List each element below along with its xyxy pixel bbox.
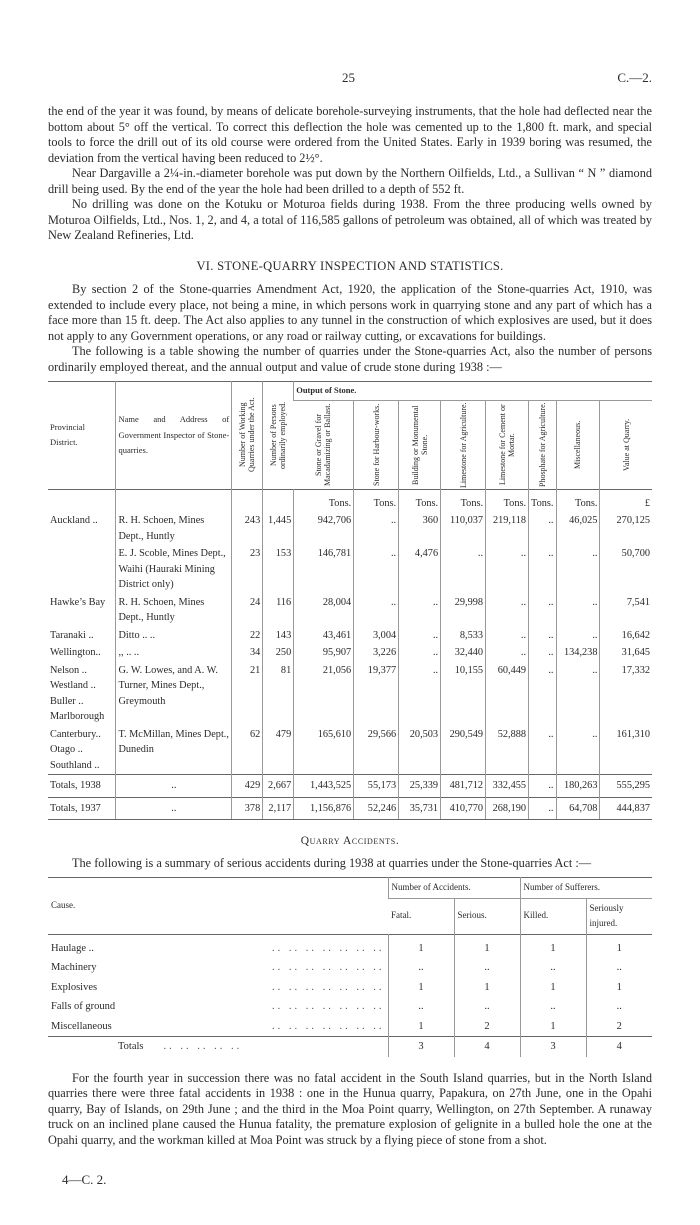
totals-cell [48, 1037, 388, 1057]
value-cell: .. [556, 662, 600, 726]
quarries-cell: 378 [232, 797, 263, 820]
value-cell: 1 [454, 939, 520, 959]
totals-row [48, 1037, 652, 1057]
value-cell: 4,476 [399, 545, 441, 594]
value-cell: .. [354, 594, 399, 627]
value-cell: 2 [454, 1017, 520, 1037]
value-cell: .. [454, 997, 520, 1017]
value-cell: 32,440 [441, 644, 486, 662]
value-cell: 16,642 [600, 627, 652, 645]
paragraph: Near Dargaville a 2¼-in.-diameter borehole was put down by the Northern Oilfields, Ltd., a Sullivan “ N ” diamond drill being used. By the end of the year the hole had been drilled to a depth of 552 ft. [48, 166, 652, 196]
cause-label: Machinery [51, 962, 97, 973]
value-cell: 3,004 [354, 627, 399, 645]
header-sufferers: Number of Sufferers. [520, 878, 652, 899]
value-cell: 290,549 [441, 726, 486, 775]
totals-row [48, 797, 652, 820]
value-cell: 52,246 [354, 797, 399, 820]
value-cell: .. [556, 594, 600, 627]
inspector-cell: Ditto .. .. [116, 627, 232, 645]
value-cell: 360 [399, 512, 441, 545]
value-cell: 180,263 [556, 775, 600, 798]
header-output: Output of Stone. [294, 382, 652, 401]
table-row [48, 978, 652, 998]
header-killed: Killed. [520, 898, 586, 934]
leader-dots: .. .. .. .. .. .. .. [272, 962, 385, 973]
value-cell: 1 [520, 939, 586, 959]
header-quarries: Number of Working Quarries under the Act. [238, 397, 257, 473]
paragraph: By section 2 of the Stone-quarries Amendment Act, 1920, the application of the Stone-quarries Act, 1910, was extended to include every place, not being a mine, in which persons work in quarrying stone and any part of which has a face more than 15 ft. deep. The Act also applies to any tunnel in the construction of which explosives are used, but it does not apply to any Government operations, or any road or railway cutting, or excavations for buildings. [48, 282, 652, 343]
accidents-table-body [48, 934, 652, 1057]
persons-cell: 2,117 [263, 797, 294, 820]
value-cell: 410,770 [441, 797, 486, 820]
subsection-title: Quarry Accidents. [300, 835, 400, 847]
totals-label: Totals [118, 1041, 144, 1052]
value-cell: .. [388, 958, 454, 978]
unit-cell: Tons. [441, 489, 486, 512]
value-cell: 1 [388, 1017, 454, 1037]
header-serious: Serious. [454, 898, 520, 934]
value-cell: .. [529, 726, 556, 775]
accidents-table [48, 877, 652, 1057]
cause-label: Miscellaneous [51, 1020, 112, 1032]
table-row [48, 627, 652, 645]
table-row [48, 594, 652, 627]
value-cell: .. [556, 545, 600, 594]
inspector-cell: T. McMillan, Mines Dept., Dunedin [116, 726, 232, 775]
cause-cell [48, 939, 388, 959]
value-cell: .. [486, 644, 529, 662]
paragraph: For the fourth year in succession there was no fatal accident in the South Island quarries, but in the North Island quarries there were three fatal accidents in 1938 : one in the Hunua quarry, Papakura, on 27th June, one in the Opahi quarry, Bay of Islands, on 29th June ; and the third in the Moa Point quarry, Wellington, on 27th September. A runaway truck on an inclined plane caused the Hunua fatality, the premature explosion of gelignite in a bulled hole the one at the Opahi quarry, and the workman killed at Moa Point was struck by a flying piece of stone from a shot. [48, 1070, 652, 1147]
inspector-cell: ,, .. .. [116, 644, 232, 662]
persons-cell: 250 [263, 644, 294, 662]
value-cell: .. [486, 594, 529, 627]
table-row [48, 939, 652, 959]
header-cause: Cause. [51, 900, 76, 910]
value-cell: 46,025 [556, 512, 600, 545]
cause-label: Haulage .. [51, 942, 94, 954]
unit-cell: Tons. [486, 489, 529, 512]
unit-cell: £ [600, 489, 652, 512]
value-cell: 268,190 [486, 797, 529, 820]
value-cell: 270,125 [600, 512, 652, 545]
cause-cell [48, 997, 388, 1017]
header-col: Phosphate for Agriculture. [537, 402, 547, 487]
cause-cell [48, 958, 388, 978]
cause-label: Explosives [51, 981, 98, 993]
page-footer: 4—C. 2. [62, 1172, 107, 1187]
unit-cell: Tons. [294, 489, 354, 512]
value-cell: .. [520, 997, 586, 1017]
header-seriously-injured: Seriously injured. [586, 898, 652, 934]
leader-dots: .. .. .. .. .. [163, 1041, 243, 1052]
value-cell: 8,533 [441, 627, 486, 645]
value-cell: 165,610 [294, 726, 354, 775]
value-cell: 19,377 [354, 662, 399, 726]
header-fatal: Fatal. [391, 910, 412, 921]
header-col: Limestone for Cement or Mortar. [498, 404, 517, 485]
value-cell: .. [399, 594, 441, 627]
value-cell: 20,503 [399, 726, 441, 775]
unit-cell: Tons. [399, 489, 441, 512]
value-cell: 60,449 [486, 662, 529, 726]
value-cell: 3 [520, 1037, 586, 1057]
quarries-cell: 62 [232, 726, 263, 775]
value-cell: 161,310 [600, 726, 652, 775]
value-cell: .. [520, 958, 586, 978]
value-cell: .. [586, 958, 652, 978]
value-cell: 64,708 [556, 797, 600, 820]
paragraph: No drilling was done on the Kotuku or Moturoa fields during 1938. From the three producing wells owned by Moturoa Oilfields, Ltd., Nos. 1, 2, and 4, a total of 116,585 gallons of petroleum was obtained, all of which was treated by New Zealand Refineries, Ltd. [48, 197, 652, 242]
quarries-cell: 23 [232, 545, 263, 594]
quarry-statistics-table [48, 381, 652, 820]
section-title: VI. STONE-QUARRY INSPECTION AND STATISTICS. [196, 258, 504, 273]
page-number: 25 [342, 70, 355, 85]
value-cell: 1 [520, 1017, 586, 1037]
header-col: Stone for Harbour-works. [371, 403, 381, 486]
value-cell: 481,712 [441, 775, 486, 798]
value-cell: 95,907 [294, 644, 354, 662]
value-cell: .. [529, 627, 556, 645]
district-cell: Auckland .. [50, 515, 98, 526]
persons-cell: 143 [263, 627, 294, 645]
value-cell: .. [556, 627, 600, 645]
table-row [48, 512, 652, 545]
value-cell: 43,461 [294, 627, 354, 645]
header-col: Building or Monumental Stone. [410, 404, 429, 485]
quarries-cell: 22 [232, 627, 263, 645]
quarries-cell: 21 [232, 662, 263, 726]
value-cell: .. [556, 726, 600, 775]
header-district: Provincial District. [50, 421, 85, 448]
value-cell: 2 [586, 1017, 652, 1037]
unit-cell: Tons. [556, 489, 600, 512]
paragraph: the end of the year it was found, by means of delicate borehole-surveying instruments, that the hole had deflected near the bottom about 5° off the vertical. To correct this deflection the hole was cemented up to the 1,800 ft. mark, and special tools to force the drill out of its old course were ordered from the United States. Early in 1939 boring was resumed, the deviation from the vertical having been reduced to 2½°. [48, 104, 652, 165]
table-row [48, 1017, 652, 1037]
report-reference: C.—2. [617, 70, 652, 85]
value-cell: 219,118 [486, 512, 529, 545]
inspector-cell: R. H. Schoen, Mines Dept., Huntly [116, 594, 232, 627]
cell [263, 489, 294, 512]
leader-dots: .. .. .. .. .. .. .. [272, 942, 385, 954]
value-cell: 1,443,525 [294, 775, 354, 798]
cell [48, 489, 116, 512]
value-cell: 55,173 [354, 775, 399, 798]
cause-cell [48, 978, 388, 998]
unit-cell: Tons. [354, 489, 399, 512]
cell [116, 489, 232, 512]
persons-cell: 116 [263, 594, 294, 627]
leader-dots: .. .. .. .. .. .. .. [272, 981, 385, 993]
cause-cell [48, 1017, 388, 1037]
value-cell: .. [441, 545, 486, 594]
totals-label: Totals, 1937 [48, 797, 116, 820]
value-cell: 146,781 [294, 545, 354, 594]
table-row [48, 644, 652, 662]
value-cell: 28,004 [294, 594, 354, 627]
value-cell: 1 [520, 978, 586, 998]
header-inspector: Name and Address of Government Inspector of Stone-quarries. [116, 382, 232, 490]
value-cell: .. [529, 797, 556, 820]
header-col: Miscellaneous. [573, 420, 583, 469]
value-cell: .. [354, 512, 399, 545]
totals-dots: .. [116, 775, 232, 798]
persons-cell: 153 [263, 545, 294, 594]
value-cell: 52,888 [486, 726, 529, 775]
value-cell: 10,155 [441, 662, 486, 726]
value-cell: 21,056 [294, 662, 354, 726]
quarries-cell: 429 [232, 775, 263, 798]
value-cell: 1 [586, 939, 652, 959]
header-persons: Number of Persons ordinarily employed. [269, 401, 288, 469]
quarries-cell: 34 [232, 644, 263, 662]
quarry-table-body [48, 489, 652, 820]
value-cell: .. [354, 545, 399, 594]
header-col: Limestone for Agriculture. [458, 401, 468, 488]
persons-cell: 2,667 [263, 775, 294, 798]
page-body [48, 104, 652, 1148]
paragraph: The following is a summary of serious accidents during 1938 at quarries under the Stone-quarries Act :— [72, 855, 592, 870]
table-row [48, 662, 652, 726]
units-row [48, 489, 652, 512]
value-cell: .. [388, 997, 454, 1017]
totals-row [48, 775, 652, 798]
district-cell: Wellington.. [50, 647, 101, 658]
value-cell: .. [486, 545, 529, 594]
value-cell: .. [399, 627, 441, 645]
page-header [0, 70, 700, 86]
value-cell: 31,645 [600, 644, 652, 662]
table-row [48, 726, 652, 775]
district-cell: Hawke’s Bay [50, 596, 106, 608]
value-cell: 4 [586, 1037, 652, 1057]
value-cell: .. [529, 594, 556, 627]
value-cell: .. [399, 662, 441, 726]
value-cell: .. [486, 627, 529, 645]
value-cell: 444,837 [600, 797, 652, 820]
value-cell: 35,731 [399, 797, 441, 820]
table-row [48, 958, 652, 978]
persons-cell: 479 [263, 726, 294, 775]
paragraph: The following is a table showing the number of quarries under the Stone-quarries Act, also the number of persons ordinarily employed thereat, and the annual output and value of crude stone during 1938 :— [48, 344, 652, 374]
value-cell: .. [529, 644, 556, 662]
district-cell: Nelson .. Westland .. Buller .. Marlborough [50, 664, 105, 722]
table-row [48, 545, 652, 594]
persons-cell: 1,445 [263, 512, 294, 545]
value-cell: 1 [388, 939, 454, 959]
quarries-cell: 24 [232, 594, 263, 627]
header-col: Stone or Gravel for Macadamizing or Ballast. [314, 403, 333, 486]
totals-dots: .. [116, 797, 232, 820]
inspector-cell: E. J. Scoble, Mines Dept., Waihi (Hauraki Mining District only) [116, 545, 232, 594]
cause-label: Falls of ground [51, 1001, 116, 1012]
inspector-cell: G. W. Lowes, and A. W. Turner, Mines Dept., Greymouth [116, 662, 232, 726]
value-cell: 1 [586, 978, 652, 998]
value-cell: .. [586, 997, 652, 1017]
value-cell: 7,541 [600, 594, 652, 627]
cell [232, 489, 263, 512]
value-cell: 3,226 [354, 644, 399, 662]
value-cell: 29,998 [441, 594, 486, 627]
header-col: Value at Quarry. [621, 418, 631, 471]
value-cell: .. [529, 512, 556, 545]
inspector-cell: R. H. Schoen, Mines Dept., Huntly [116, 512, 232, 545]
value-cell: 25,339 [399, 775, 441, 798]
value-cell: 3 [388, 1037, 454, 1057]
value-cell: 4 [454, 1037, 520, 1057]
value-cell: 942,706 [294, 512, 354, 545]
value-cell: .. [529, 545, 556, 594]
header-accidents: Number of Accidents. [388, 878, 520, 899]
leader-dots: .. .. .. .. .. .. .. [272, 1020, 385, 1032]
district-cell: Canterbury.. Otago .. Southland .. [50, 728, 101, 771]
value-cell: 134,238 [556, 644, 600, 662]
value-cell: .. [529, 775, 556, 798]
value-cell: 1,156,876 [294, 797, 354, 820]
quarries-cell: 243 [232, 512, 263, 545]
value-cell: 17,332 [600, 662, 652, 726]
leader-dots: .. .. .. .. .. .. .. [272, 1001, 385, 1012]
value-cell: .. [454, 958, 520, 978]
value-cell: 555,295 [600, 775, 652, 798]
totals-label: Totals, 1938 [48, 775, 116, 798]
unit-cell: Tons. [529, 489, 556, 512]
persons-cell: 81 [263, 662, 294, 726]
district-cell: Taranaki .. [50, 629, 94, 641]
value-cell: 110,037 [441, 512, 486, 545]
value-cell: 1 [388, 978, 454, 998]
value-cell: 50,700 [600, 545, 652, 594]
value-cell: 1 [454, 978, 520, 998]
table-row [48, 997, 652, 1017]
value-cell: 29,566 [354, 726, 399, 775]
value-cell: 332,455 [486, 775, 529, 798]
value-cell: .. [529, 662, 556, 726]
value-cell: .. [399, 644, 441, 662]
district-cell [48, 545, 116, 594]
